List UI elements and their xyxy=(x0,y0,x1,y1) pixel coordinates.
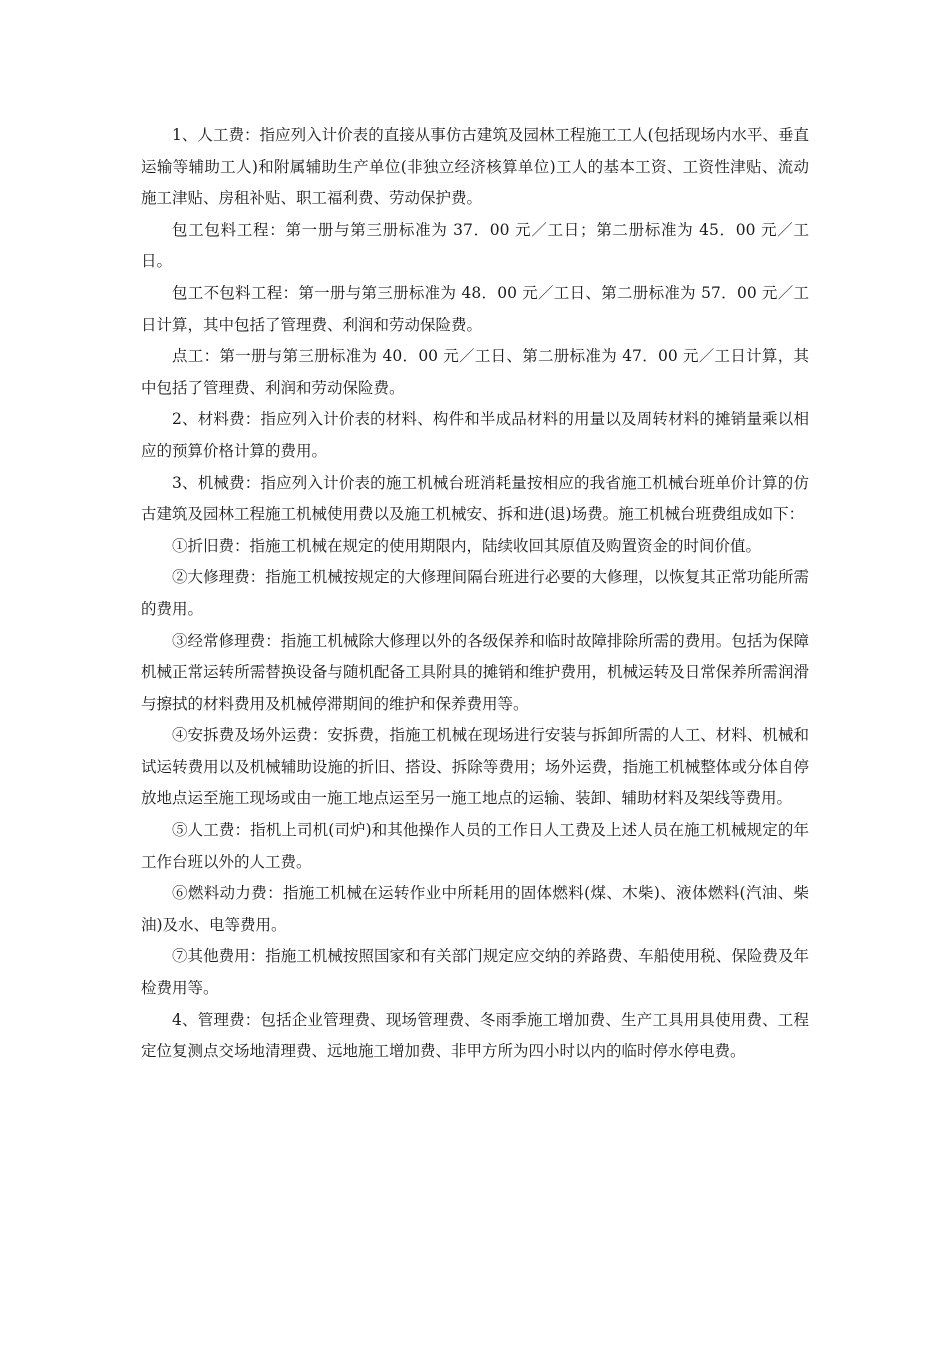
paragraph-major-repair: ②大修理费：指施工机械按规定的大修理间隔台班进行必要的大修理，以恢复其正常功能所需的费用。 xyxy=(141,568,809,618)
paragraph-depreciation: ①折旧费：指施工机械在规定的使用期限内，陆续收回其原值及购置资金的时间价值。 xyxy=(172,536,762,555)
paragraph-operator-labor: ⑤人工费：指机上司机(司炉)和其他操作人员的工作日人工费及上述人员在施工机械规定的年工作台班以外的人工费。 xyxy=(141,821,809,871)
paragraph-installation-transport: ④安拆费及场外运费：安拆费，指施工机械在现场进行安装与拆卸所需的人工、材料、机械和试运转费用以及机械辅助设施的折旧、搭设、拆除等费用；场外运费，指施工机械整体或分体自停放地点运至施工现场或由一施工地点运至另一施工地点的运输、装卸、辅助材料及架线等费用。 xyxy=(141,726,809,808)
paragraph-regular-repair: ③经常修理费：指施工机械除大修理以外的各级保养和临时故障排除所需的费用。包括为保障机械正常运转所需替换设备与随机配备工具附具的摊销和维护费用，机械运转及日常保养所需润滑与擦拭的材料费用及机械停滞期间的维护和保养费用等。 xyxy=(141,631,809,713)
paragraph-spot-labor: 点工：第一册与第三册标准为 40．00 元／工日、第二册标准为 47．00 元／工日计算，其中包括了管理费、利润和劳动保险费。 xyxy=(141,347,809,397)
paragraph-contract-labor-only: 包工不包料工程：第一册与第三册标准为 48．00 元／工日、第二册标准为 57．00 元／工日计算，其中包括了管理费、利润和劳动保险费。 xyxy=(141,283,809,334)
paragraph-material-cost: 2、材料费：指应列入计价表的材料、构件和半成品材料的用量以及周转材料的摊销量乘以相应的预算价格计算的费用。 xyxy=(141,410,809,460)
paragraph-contract-labor-materials: 包工包料工程：第一册与第三册标准为 37．00 元／工日；第二册标准为 45．00 元／工日。 xyxy=(141,220,809,271)
document-body xyxy=(141,120,809,1068)
paragraph-management-cost: 4、管理费：包括企业管理费、现场管理费、冬雨季施工增加费、生产工具用具使用费、工程定位复测点交场地清理费、远地施工增加费、非甲方所为四小时以内的临时停水停电费。 xyxy=(141,1010,809,1061)
paragraph-fuel-power: ⑥燃料动力费：指施工机械在运转作业中所耗用的固体燃料(煤、木柴)、液体燃料(汽油、柴油)及水、电等费用。 xyxy=(141,884,809,934)
paragraph-machinery-cost: 3、机械费：指应列入计价表的施工机械台班消耗量按相应的我省施工机械台班单价计算的仿古建筑及园林工程施工机械使用费以及施工机械安、拆和进(退)场费。施工机械台班费组成如下： xyxy=(141,473,809,524)
paragraph-other-costs: ⑦其他费用：指施工机械按照国家和有关部门规定应交纳的养路费、车船使用税、保险费及年检费用等。 xyxy=(141,947,809,998)
paragraph-labor-cost: 1、人工费：指应列入计价表的直接从事仿古建筑及园林工程施工工人(包括现场内水平、垂直运输等辅助工人)和附属辅助生产单位(非独立经济核算单位)工人的基本工资、工资性津贴、流动施工津贴、房租补贴、职工福利费、劳动保护费。 xyxy=(141,126,809,208)
